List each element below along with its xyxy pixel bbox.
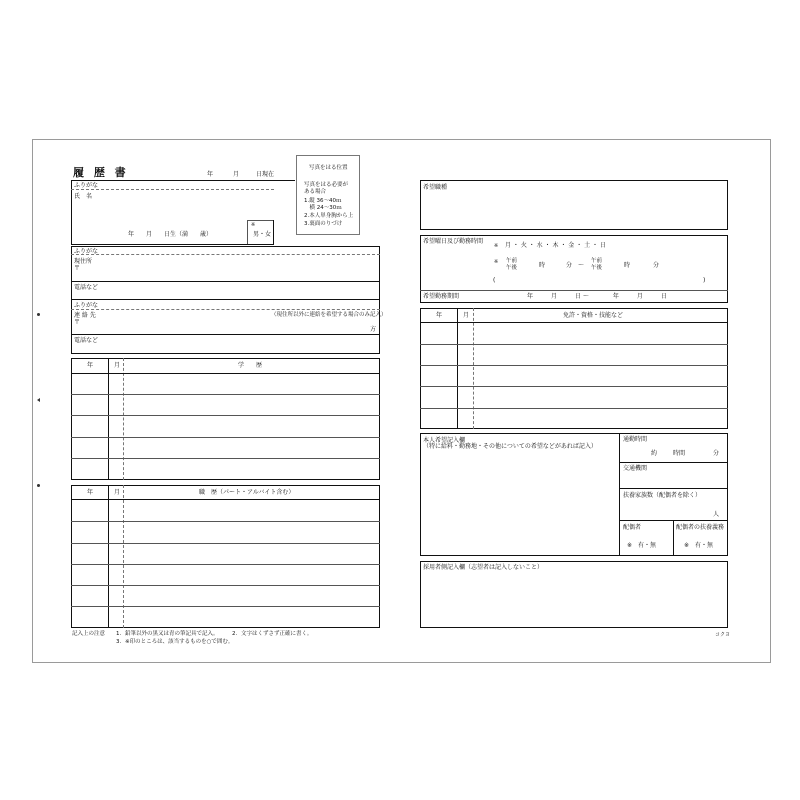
wishes-sublabel: （特に給料・勤務地・その他についての希望などがあれば記入） [423, 443, 597, 450]
schedule-min-2: 分 [653, 262, 660, 269]
schedule-am-2[interactable]: 午前 [591, 258, 603, 264]
commute-transport-divider [619, 462, 728, 463]
transport-label: 交通機関 [623, 465, 648, 472]
address-contact-divider [71, 299, 380, 300]
commute-approx: 約 [651, 450, 658, 457]
work-heading: 職 歴（パート・アルバイト含む） [199, 489, 295, 496]
schedule-close-paren: ) [703, 277, 706, 284]
schedule-period: 年 月 日 ～ 年 月 日 [527, 293, 667, 300]
dependents-unit: 人 [713, 511, 720, 518]
schedule-tilde: ～ [578, 262, 585, 269]
schedule-pm-1[interactable]: 午後 [506, 265, 518, 271]
licenses-table [420, 308, 728, 429]
photo-line: 写真をはる必要が [304, 182, 349, 188]
education-year-header: 年 [87, 362, 94, 369]
address-phone-label: 電話など [74, 284, 99, 291]
education-heading: 学 歴 [238, 362, 263, 369]
dependents-label: 扶養家族数（配偶者を除く） [623, 492, 702, 499]
gender-label[interactable]: 男・女 [253, 231, 272, 238]
wishes-info-divider [619, 433, 620, 556]
schedule-am-1[interactable]: 午前 [506, 258, 518, 264]
address-furigana-label: ふりがな [74, 248, 99, 255]
contact-phone-divider [71, 334, 380, 335]
schedule-time-mark: ※ [494, 259, 499, 265]
work-header-line [71, 499, 380, 500]
name-furigana-label: ふりがな [74, 182, 99, 189]
commute-min: 分 [713, 450, 720, 457]
notes-item-2: 2．文字はくずさず正確に書く。 [232, 631, 313, 637]
employer-label: 採用者側記入欄（志望者は記入しないこと） [423, 564, 544, 571]
schedule-hour-2: 時 [624, 262, 631, 269]
gender-mark: ※ [251, 222, 256, 228]
schedule-label: 希望曜日及び勤務時間 [423, 238, 484, 245]
name-label: 氏 名 [74, 193, 93, 200]
commute-label: 通勤時間 [623, 436, 648, 443]
address-furigana-divider [71, 254, 380, 255]
education-row-line [71, 437, 380, 438]
schedule-min-1: 分 [566, 262, 573, 269]
notes-label: 記入上の注意 [72, 631, 106, 637]
schedule-days[interactable]: 月 ・ 火 ・ 水 ・ 木 ・ 金 ・ 土 ・ 日 [505, 242, 606, 249]
education-month-col-line [123, 358, 124, 480]
licenses-year-header: 年 [436, 312, 443, 319]
photo-heading: 写真をはる位置 [309, 165, 348, 171]
licenses-row-line [420, 386, 728, 387]
schedule-open-paren: ( [493, 277, 496, 284]
work-month-header: 月 [114, 489, 121, 496]
date-year-label: 年 [207, 171, 214, 178]
photo-line: ある場合 [304, 189, 327, 195]
wishes-label: 本人希望記入欄 [423, 437, 466, 444]
work-row-line [71, 606, 380, 607]
photo-line: 2.本人単身胸から上 [304, 213, 354, 219]
work-row-line [71, 564, 380, 565]
furigana-divider [71, 189, 274, 190]
work-row-line [71, 543, 380, 544]
work-row-line [71, 585, 380, 586]
spouse-label: 配偶者 [623, 524, 642, 531]
licenses-month-col-line [473, 308, 474, 429]
contact-furigana-label: ふりがな [74, 302, 99, 309]
employer-box [420, 561, 728, 628]
address-contact-block [71, 246, 380, 354]
education-row-line [71, 394, 380, 395]
spouse-support-value[interactable]: ※ 有・無 [684, 542, 714, 549]
binder-hole-middle-mark [37, 398, 40, 402]
spouse-divider [673, 520, 674, 556]
gender-top-line [247, 220, 273, 221]
spouse-value[interactable]: ※ 有・無 [627, 542, 657, 549]
address-label: 現住所 [74, 258, 93, 265]
photo-line: 3.裏面のりづけ [304, 221, 343, 227]
contact-postal-mark: 〒 [74, 319, 81, 326]
licenses-header-line [420, 322, 728, 323]
contact-label: 連 絡 先 [74, 312, 96, 319]
binder-hole-bottom [37, 484, 40, 487]
licenses-row-line [420, 365, 728, 366]
transport-dependents-divider [619, 488, 728, 489]
binder-hole-top [37, 313, 40, 316]
licenses-year-col-line [457, 308, 458, 429]
gender-divider [247, 220, 248, 244]
contact-note: （現住所以外に連絡を希望する場合のみ記入） [271, 312, 387, 318]
address-postal-mark: 〒 [74, 265, 81, 272]
commute-hour: 時間 [673, 450, 686, 457]
photo-line: 横 24～30ｍ [304, 205, 342, 211]
schedule-pm-2[interactable]: 午後 [591, 265, 603, 271]
licenses-row-line [420, 408, 728, 409]
name-block-right-line [273, 220, 274, 244]
notes-item-1: 1．鉛筆以外の黒又は青の筆記具で記入。 [116, 631, 219, 637]
contact-phone-label: 電話など [74, 337, 99, 344]
education-row-line [71, 458, 380, 459]
name-block-top-line [71, 180, 295, 181]
notes-item-3: 3．※印のところは、該当するものを○で囲む。 [116, 639, 234, 645]
name-block-bottom-line [71, 244, 274, 245]
licenses-month-header: 月 [463, 312, 470, 319]
date-month-label: 月 [233, 171, 240, 178]
schedule-period-divider [420, 290, 728, 291]
desired-job-box[interactable] [420, 180, 728, 230]
education-month-header: 月 [114, 362, 121, 369]
contact-furigana-divider [71, 309, 380, 310]
work-year-header: 年 [87, 489, 94, 496]
birthdate-label: 年 月 日生（満 歳） [128, 231, 213, 238]
licenses-row-line [420, 344, 728, 345]
education-row-line [71, 415, 380, 416]
schedule-hour-1: 時 [539, 262, 546, 269]
footer-code: コクヨ [715, 632, 731, 638]
address-phone-divider [71, 281, 380, 282]
schedule-period-label: 希望勤務期間 [423, 293, 460, 300]
contact-kata: 方 [370, 326, 377, 333]
date-as-of-label: 日現在 [256, 171, 275, 178]
licenses-heading: 免許・資格・技能など [563, 312, 624, 319]
page-title: 履 歴 書 [73, 166, 129, 179]
spouse-support-label: 配偶者の扶養義務 [676, 524, 725, 531]
desired-job-label: 希望職種 [423, 184, 448, 191]
education-table [71, 358, 380, 480]
education-header-line [71, 373, 380, 374]
photo-line: 1.縦 36～40ｍ [304, 198, 342, 204]
schedule-days-mark: ※ [494, 243, 499, 249]
work-row-line [71, 521, 380, 522]
education-year-col-line [108, 358, 109, 480]
